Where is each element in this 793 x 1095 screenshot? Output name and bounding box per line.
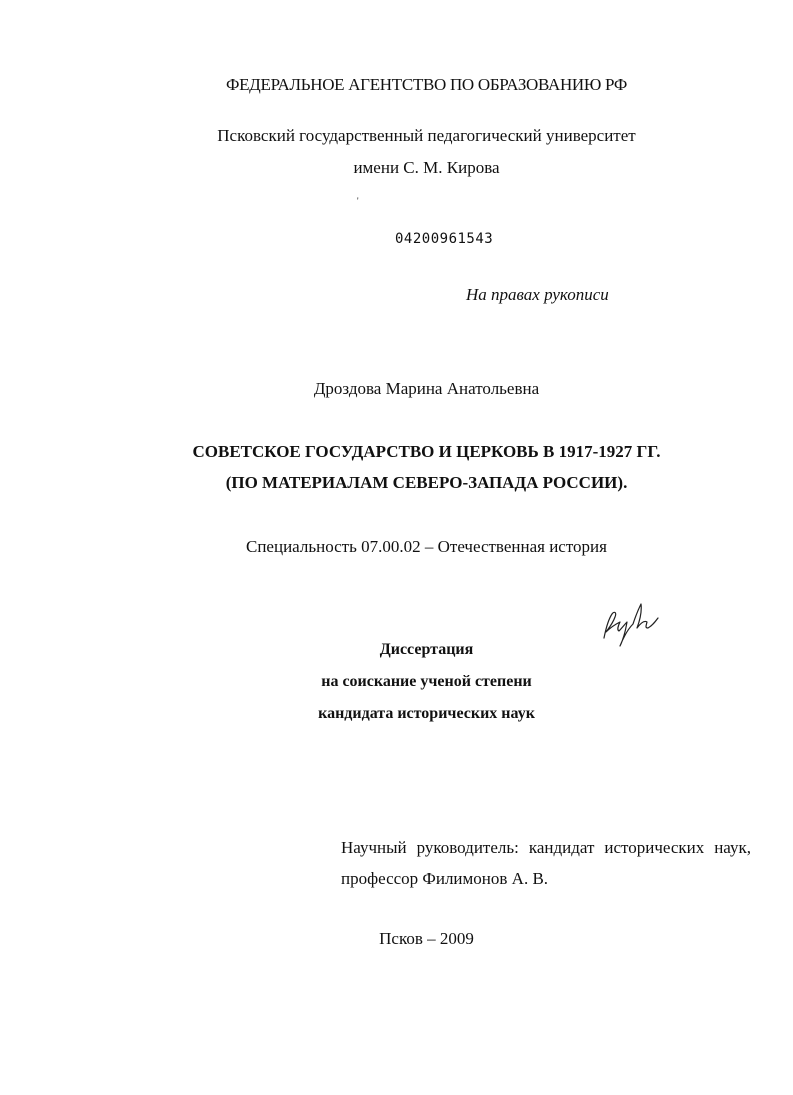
specialty: Специальность 07.00.02 – Отечественная история — [246, 537, 607, 556]
scan-mark: ' — [357, 196, 359, 206]
thesis-title-line1: СОВЕТСКОЕ ГОСУДАРСТВО И ЦЕРКОВЬ В 1917-1927 ГГ. — [192, 442, 661, 461]
dissertation-label: Диссертация — [379, 641, 474, 658]
manuscript-rights-note: На правах рукописи — [466, 285, 609, 304]
registration-number: 04200961543 — [395, 231, 494, 247]
author-name: Дроздова Марина Анатольевна — [313, 379, 540, 398]
degree-name: кандидата исторических наук — [318, 705, 535, 722]
agency-heading: ФЕДЕРАЛЬНОЕ АГЕНТСТВО ПО ОБРАЗОВАНИЮ РФ — [225, 75, 628, 94]
university-namesake: имени С. М. Кирова — [353, 158, 500, 177]
city-year: Псков – 2009 — [379, 929, 474, 948]
degree-purpose: на соискание ученой степени — [321, 673, 532, 690]
scientific-advisor: Научный руководитель: кандидат исторических наук, профессор Филимонов А. В. — [341, 838, 751, 888]
thesis-title-line2: (ПО МАТЕРИАЛАМ СЕВЕРО-ЗАПАДА РОССИИ). — [225, 473, 628, 492]
university-name: Псковский государственный педагогический университет — [217, 126, 636, 145]
